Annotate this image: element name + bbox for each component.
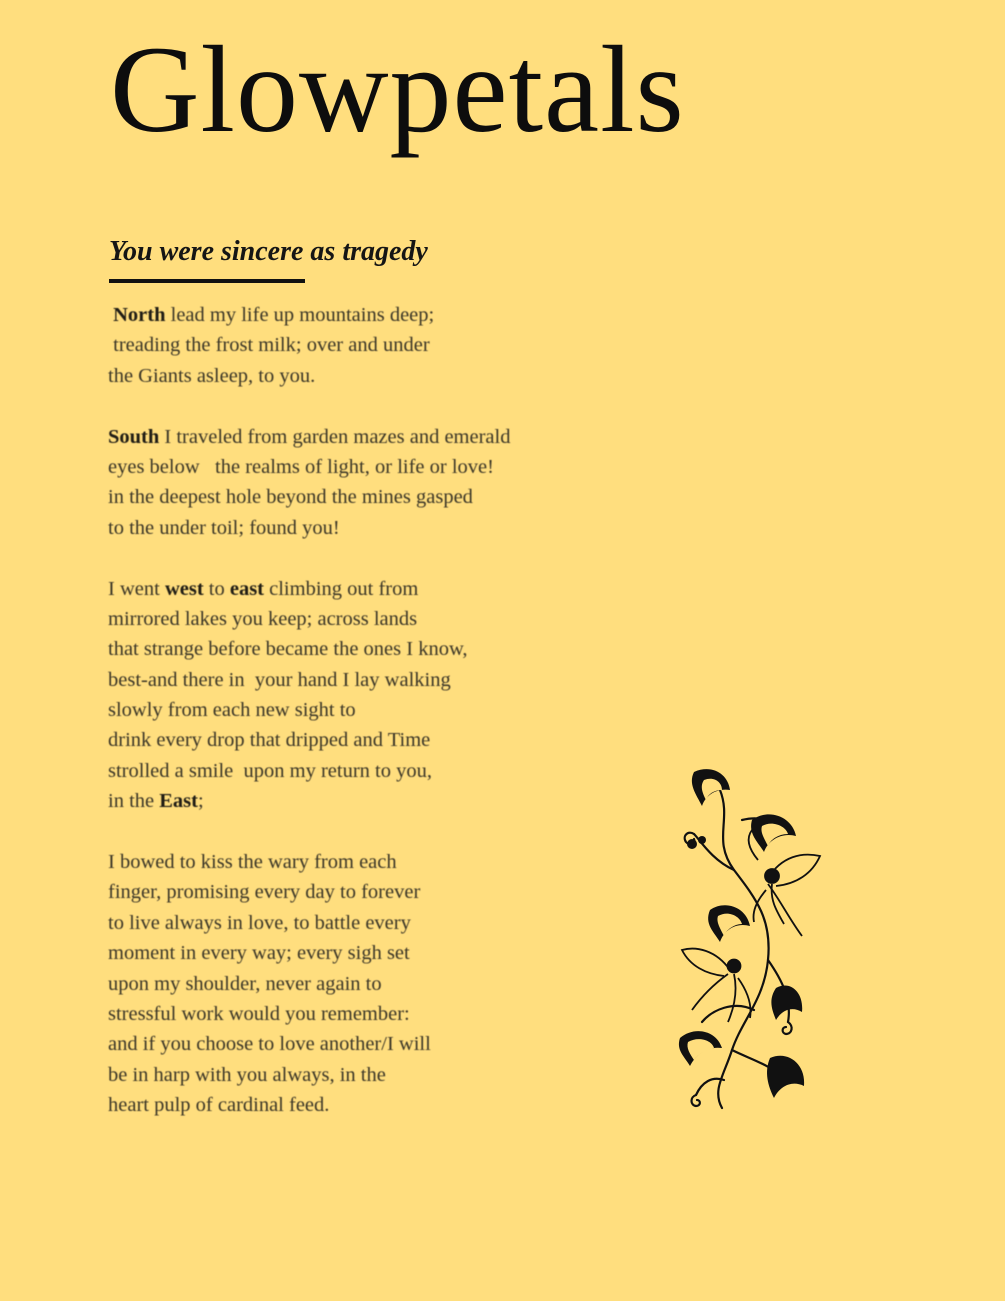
poem-body [108,300,628,1121]
poem-text: to live always in love, to battle every [108,911,411,934]
poem-line [108,725,628,755]
poem-bold-word: East [159,790,198,813]
poem-bold-word: east [229,577,265,600]
poem-text: treading the frost milk; over and under [108,334,430,357]
poem-text: lead my life up mountains deep; [165,304,435,326]
poem-line [108,604,628,634]
poem-subtitle: You were sincere as tragedy [109,236,428,267]
subtitle-underline [109,279,305,283]
poem-line [108,847,628,877]
stanza-gap [108,391,628,421]
poem-text: to [203,577,230,600]
poem-line [108,999,628,1029]
poem-text: be in harp with you always, in the [108,1063,386,1086]
poem-line [108,634,628,664]
poem-line [108,452,628,482]
poem-line [108,330,628,360]
poem-text: strolled a smile upon my return to you, [108,759,432,782]
poem-text: the Giants asleep, to you. [108,364,316,387]
poem-text: slowly from each new sight to [108,699,356,722]
poem-text: I traveled from garden mazes and emerald [159,425,511,448]
poem-bold-word: South [108,425,160,448]
poem-text: finger, promising every day to forever [108,881,421,904]
fairy-vine-ornament-icon [672,760,832,1120]
poem-line [108,756,628,786]
poem-bold-word: North [113,304,166,326]
poem-text: to the under toil; found you! [108,516,340,539]
poem-text: and if you choose to love another/I will [108,1033,431,1056]
poem-line [108,361,628,391]
poem-text: climbing out from [264,577,419,600]
poem-line [108,574,628,604]
poem-line [108,513,628,543]
poem-text: heart pulp of cardinal feed. [108,1094,330,1117]
poem-line [108,482,628,512]
poem-text: best-and there in your hand I lay walking [108,668,451,691]
poem-line [108,695,628,725]
poem-line [108,300,628,330]
poem-line [108,665,628,695]
poem-text: eyes below the realms of light, or life or love! [108,455,494,478]
poem-text: mirrored lakes you keep; across lands [108,607,418,630]
poem-text: drink every drop that dripped and Time [108,729,431,752]
poem-text: moment in every way; every sigh set [108,942,410,965]
poem-text: in the deepest hole beyond the mines gasped [108,486,473,509]
page-title: Glowpetals [110,21,685,158]
poem-text: that strange before became the ones I know, [108,638,468,661]
stanza-gap [108,817,628,847]
poem-line [108,877,628,907]
poem-text: I bowed to kiss the wary from each [108,851,397,874]
poem-line [108,422,628,452]
poem-line [108,1029,628,1059]
stanza-gap [108,543,628,573]
poem-text: upon my shoulder, never again to [108,972,382,995]
poem-line [108,1060,628,1090]
poem-line [108,908,628,938]
poem-text: stressful work would you remember: [108,1002,410,1025]
poem-line [108,969,628,999]
poem-bold-word: west [164,577,204,600]
poem-line [108,938,628,968]
poem-text: in the [108,790,160,813]
poem-line [108,1090,628,1120]
poem-text: I went [108,577,165,600]
poem-text: ; [197,790,204,813]
poem-line [108,786,628,816]
